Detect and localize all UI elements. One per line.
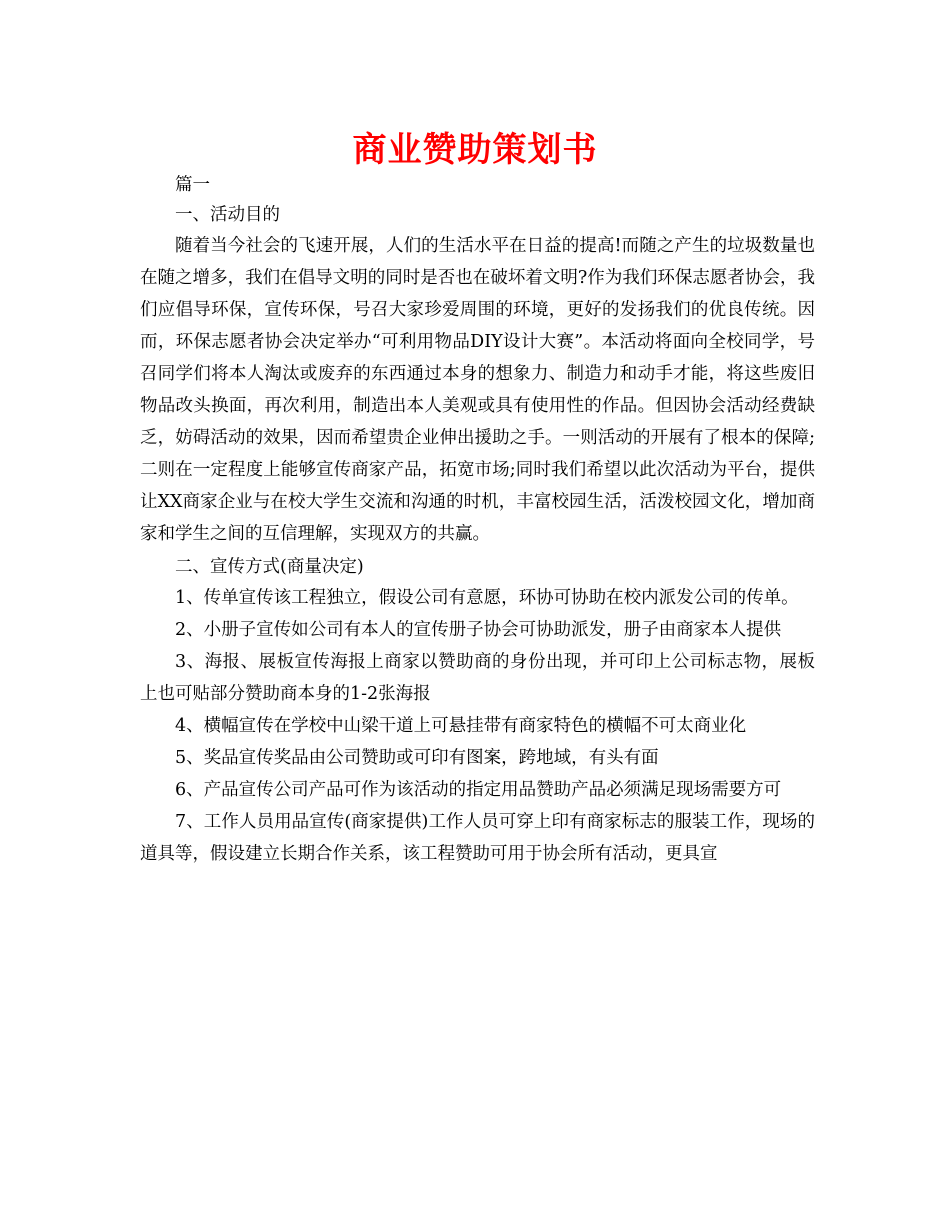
list-item: 5、奖品宣传奖品由公司赞助或可印有图案，跨地域，有头有面 [175, 748, 659, 768]
document-title: 商业赞助策划书 [352, 130, 598, 170]
heading-activity-purpose: 一、活动目的 [175, 205, 280, 225]
heading-promotion-methods: 二、宣传方式(商量决定) [175, 557, 364, 577]
list-item: 2、小册子宣传如公司有本人的宣传册子协会可协助派发，册子由商家本人提供 [175, 620, 782, 640]
section-label: 篇一 [175, 175, 210, 195]
list-item: 1、传单宣传该工程独立，假设公司有意愿，环协可协助在校内派发公司的传单。 [175, 588, 799, 608]
list-item: 6、产品宣传公司产品可作为该活动的指定用品赞助产品必须满足现场需要方可 [175, 780, 782, 800]
list-item: 4、横幅宣传在学校中山梁干道上可悬挂带有商家特色的横幅不可太商业化 [175, 716, 747, 736]
list-item: 7、工作人员用品宣传(商家提供)工作人员可穿上印有商家标志的服装工作，现场的道具等，假设建立长期合作关系，该工程赞助可用于协会所有活动，更具宣 [140, 812, 815, 864]
paragraph-purpose: 随着当今社会的飞速开展，人们的生活水平在日益的提高!而随之产生的垃圾数量也在随之增多，我们在倡导文明的同时是否也在破坏着文明?作为我们环保志愿者协会，我们应倡导环保，宣传环保，号召大家珍爱周围的环境，更好的发扬我们的优良传统。因而，环保志愿者协会决定举办“可利用物品DIY设计大赛”。本活动将面向全校同学，号召同学们将本人淘汰或废弃的东西通过本身的想象力、制造力和动手才能，将这些废旧物品改头换面，再次利用，制造出本人美观或具有使用性的作品。但因协会活动经费缺乏，妨碍活动的效果，因而希望贵企业伸出援助之手。一则活动的开展有了根本的保障;二则在一定程度上能够宣传商家产品，拓宽市场;同时我们希望以此次活动为平台，提供让XX商家企业与在校大学生交流和沟通的时机，丰富校园生活，活泼校园文化，增加商家和学生之间的互信理解，实现双方的共赢。 [140, 236, 815, 544]
document-body [140, 170, 815, 870]
list-item: 3、海报、展板宣传海报上商家以赞助商的身份出现，并可印上公司标志物，展板上也可贴部分赞助商本身的1-2张海报 [140, 652, 815, 704]
